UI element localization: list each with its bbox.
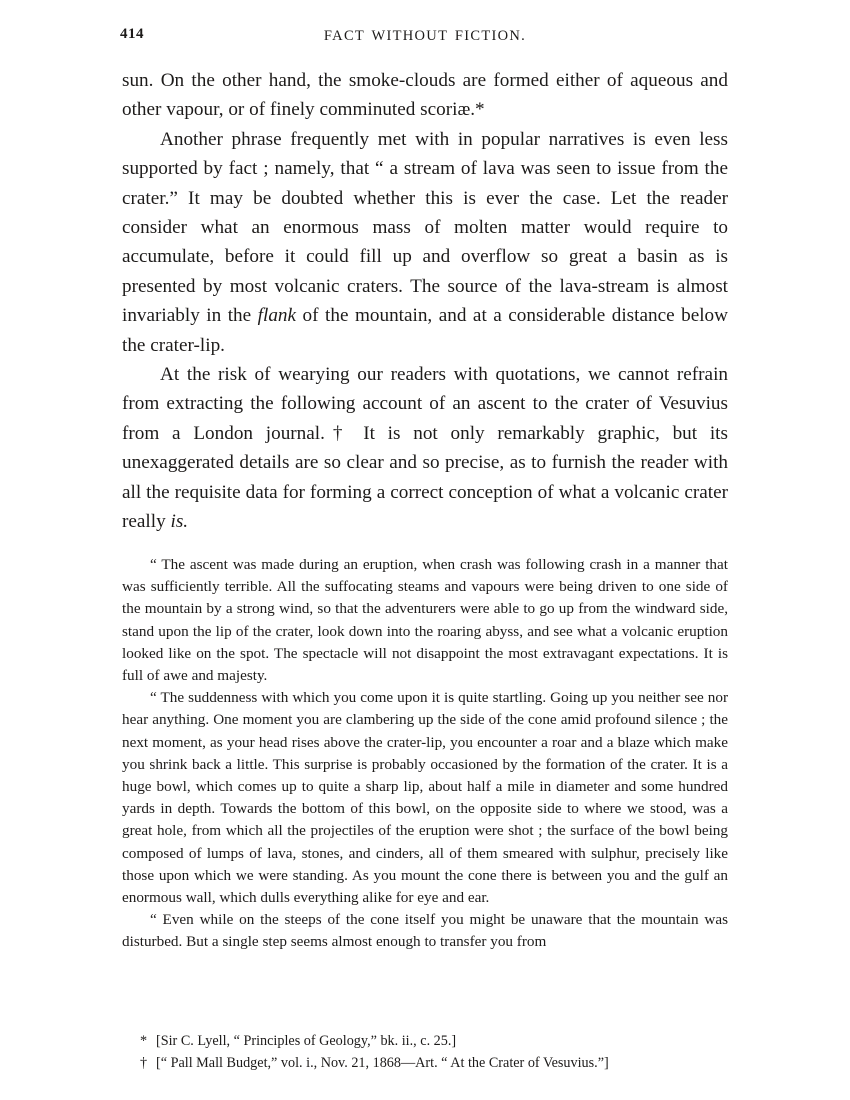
quote-paragraph-1: “ The ascent was made during an eruption, when crash was following crash in a manner that was sufficiently terrible. All the suffocating steams and vapours were being driven to one side of the mountain by a strong wind, so that the adventurers were able to go up from the windward side, stand upon the lip of the crater, look down into the roaring abyss, and see what a volcanic eruption looked like on the spot. The spectacle will not disappoint the most extravagant expectations. It is full of awe and majesty. <box>122 556 728 685</box>
footnote-1 <box>140 1030 730 1052</box>
footnote-2 <box>140 1052 730 1074</box>
quote-paragraph-2: “ The suddenness with which you come upon it is quite startling. Going up you neither see nor hear anything. One moment you are clambering up the side of the cone amid profound silence ; the next moment, as your head rises above the crater-lip, you encounter a roar and a blaze which make you shrink back a little. This surprise is probably occasioned by the formation of the crater. It is a huge bowl, which comes up to quite a sharp lip, about half a mile in diameter and some hundred yards in depth. Towards the bottom of this bowl, on the opposite side to where we stood, was a great hole, from which all the projectiles of the eruption were shot ; the surface of the bowl being composed of lumps of lava, stones, and cinders, all of them smeared with sulphur, precisely like those upon which we were standing. As you mount the cone there is between you and the gulf an enormous wall, which dulls everything alike for eye and ear. <box>122 689 728 907</box>
paragraph-2 <box>122 125 728 360</box>
footnotes <box>140 1030 730 1074</box>
paragraph-2-text-b: of the mountain, and at a considerable distance below the crater-lip. <box>122 305 729 356</box>
emphasis-is: is. <box>170 511 189 533</box>
paragraph-1: sun. On the other hand, the smoke-clouds are formed either of aqueous and other vapour, or of finely comminuted scoriæ.* <box>122 70 728 121</box>
footnote-mark: † <box>140 1055 148 1071</box>
footnote-text: [Sir C. Lyell, “ Principles of Geology,” bk. ii., c. 25.] <box>156 1033 457 1049</box>
block-quotation <box>122 554 728 954</box>
main-text <box>122 66 728 537</box>
footnote-mark: * <box>140 1033 148 1049</box>
quote-paragraph-3: “ Even while on the steeps of the cone itself you might be unaware that the mountain was disturbed. But a single step seems almost enough to transfer you from <box>122 911 728 951</box>
footnote-text: [“ Pall Mall Budget,” vol. i., Nov. 21, 1868—Art. “ At the Crater of Vesuvius.”] <box>156 1055 609 1071</box>
emphasis-flank: flank <box>257 305 297 327</box>
paragraph-2-text-a: Another phrase frequently met with in popular narratives is even less supported by fact ; namely, that “ a stream of lava was seen to issue from the crater.” It may be doubted whether this is ever the case. Let the reader consider what an enormous mass of molten matter would require to accumulate, before it could fill up and overflow so great a basin as is presented by most volcanic craters. The source of the lava-stream is almost invariably in the <box>122 128 728 327</box>
page-number: 414 <box>120 26 144 42</box>
running-title: FACT WITHOUT FICTION. <box>323 28 527 44</box>
page-header <box>120 24 730 52</box>
paragraph-3-text-a: At the risk of wearying our readers with quotations, we cannot refrain from extracting the following account of an ascent to the crater of Vesuvius from a London journal.† It is not only remarkably graphic, but its unexaggerated details are so clear and so precise, as to furnish the reader with all the requisite data for forming a correct conception of what a volcanic crater really <box>122 364 728 533</box>
paragraph-3 <box>122 360 728 536</box>
